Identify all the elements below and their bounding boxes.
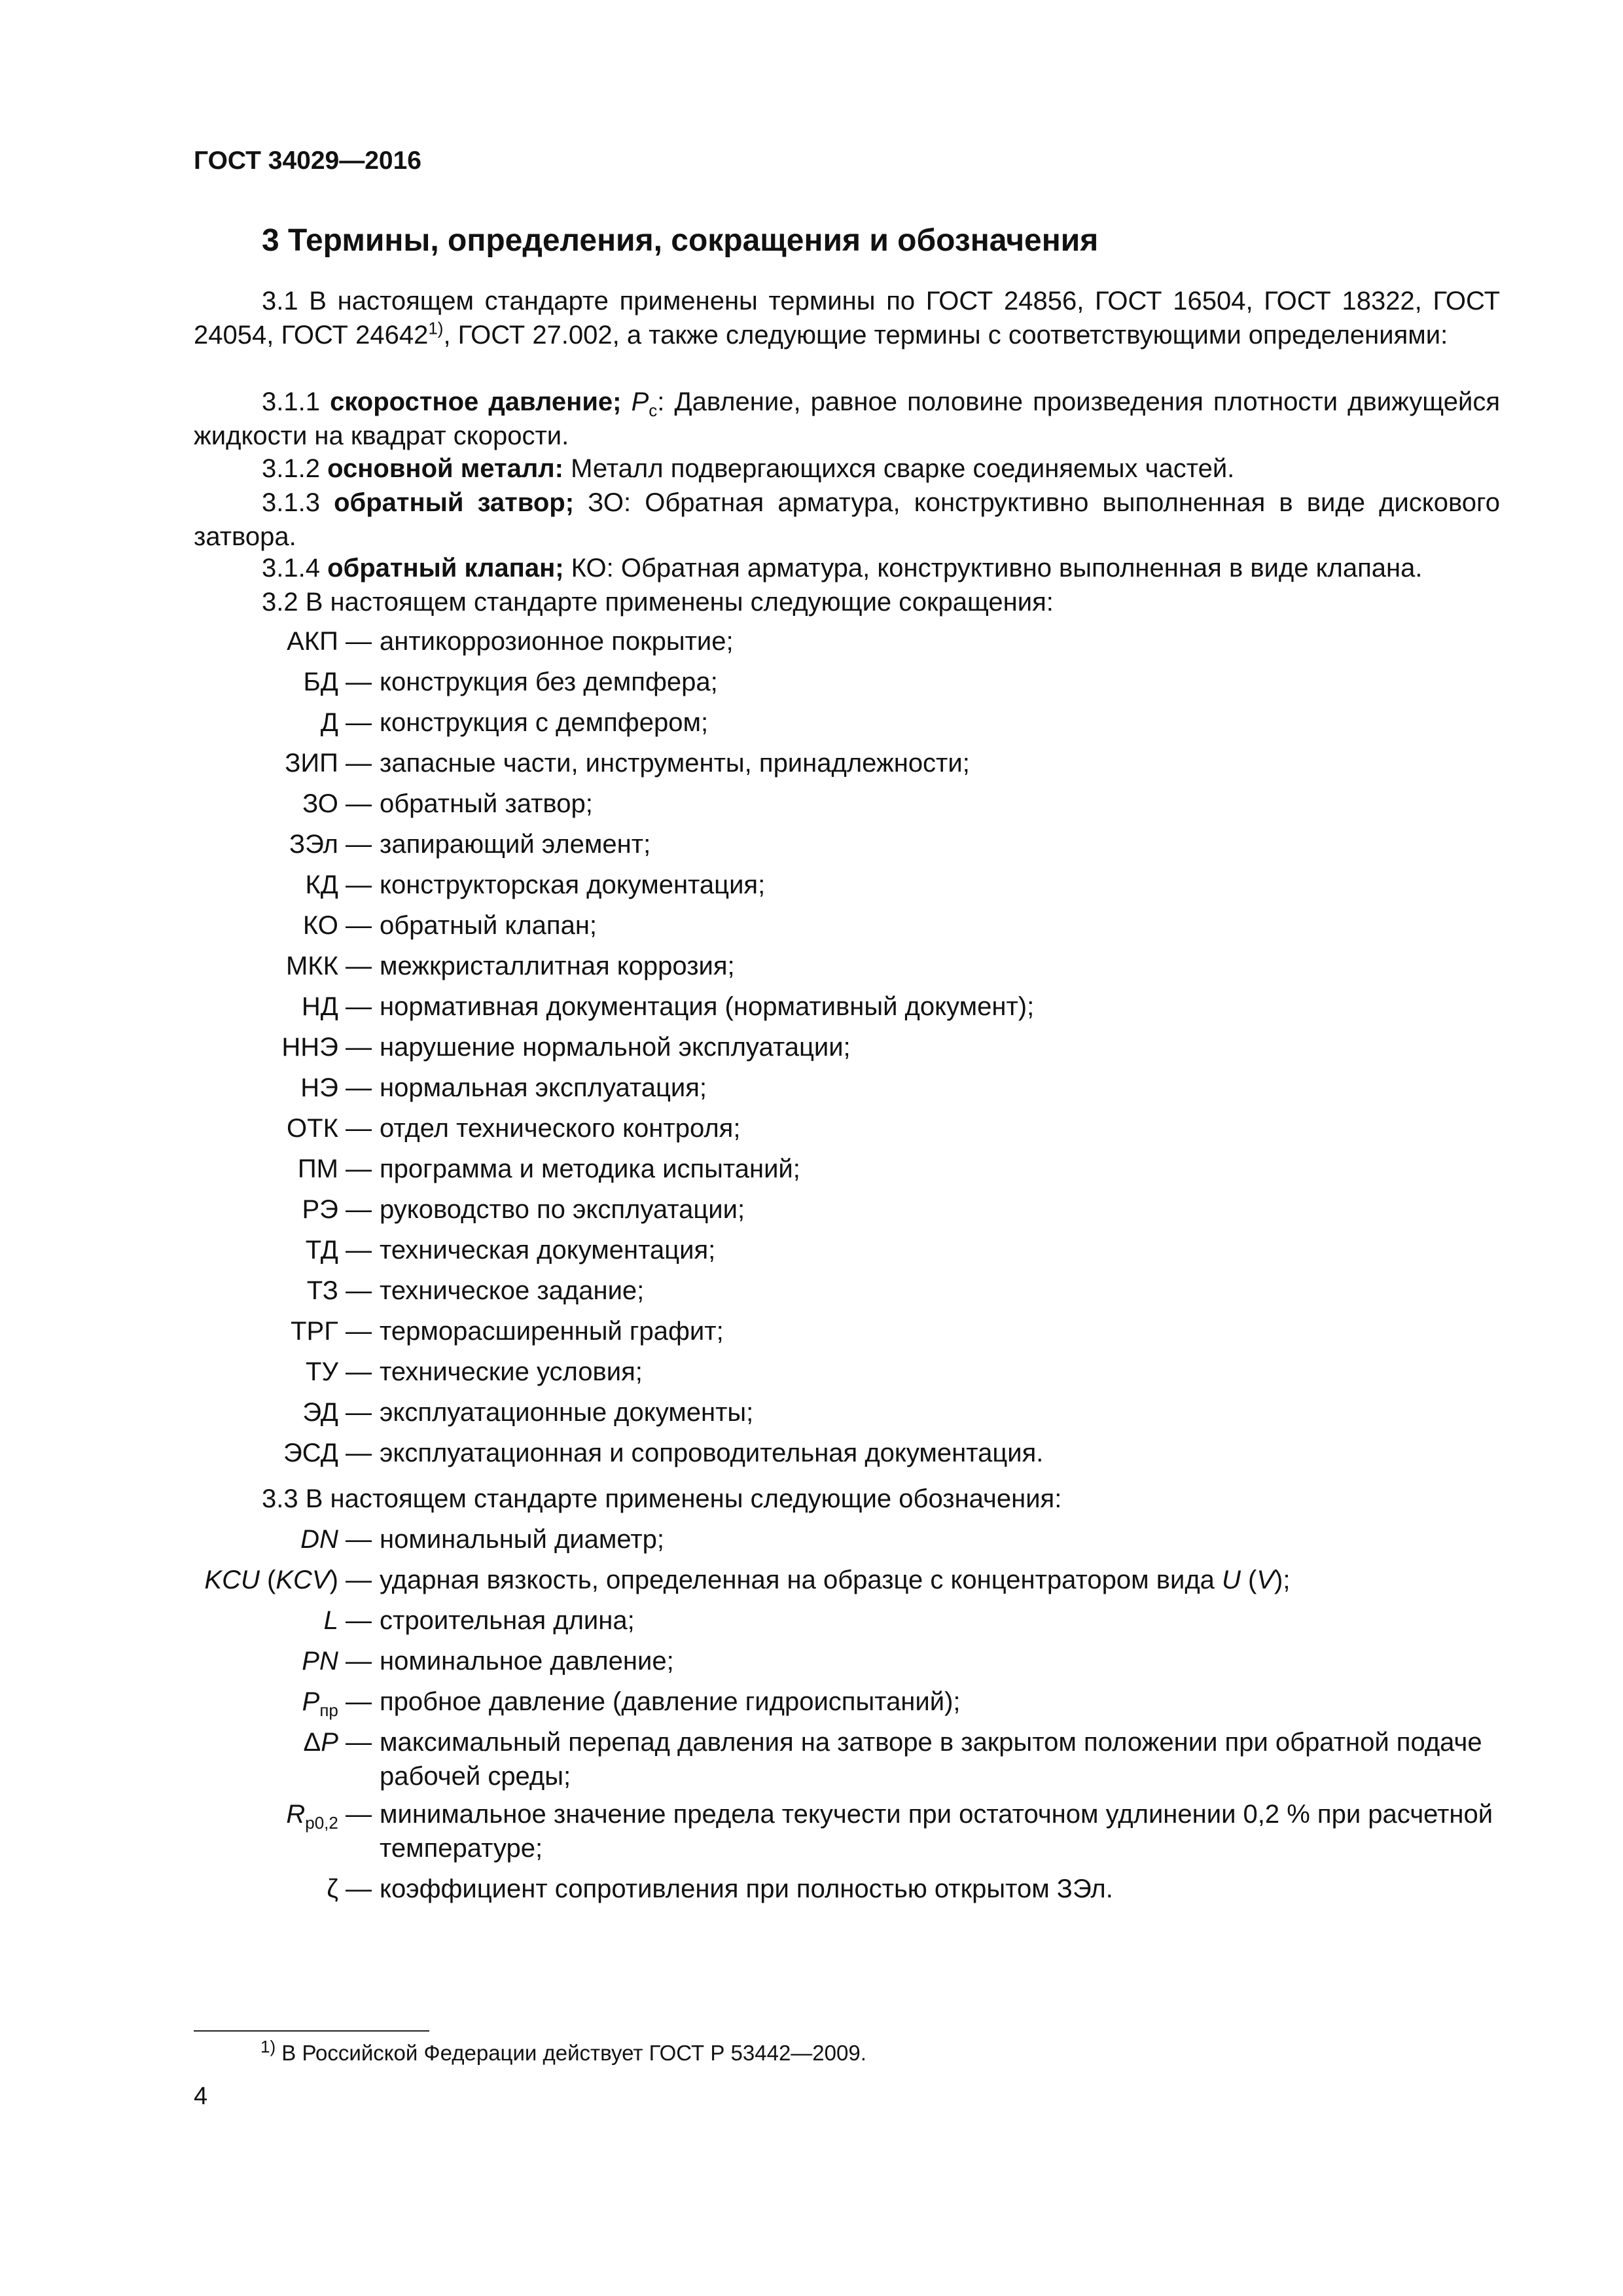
symbol-subscript: пр: [319, 1700, 338, 1720]
symbol-value-text: ударная вязкость, определенная на образце с концентратором вида: [380, 1566, 1222, 1594]
abbreviation-key: КО —: [302, 911, 372, 940]
symbol-key: [324, 1604, 372, 1638]
abbreviation-key: КД —: [305, 870, 372, 899]
term-number: 3.1.3: [262, 488, 334, 517]
term-name: обратный затвор;: [334, 488, 575, 517]
abbreviation-value: программа и методика испытаний;: [380, 1155, 800, 1183]
abbreviation-value: конструкция с демпфером;: [380, 708, 709, 737]
symbol-key: [302, 1685, 372, 1719]
abbreviation-value: отдел технического контроля;: [380, 1114, 741, 1143]
symbol: U: [1222, 1566, 1241, 1594]
term-number: 3.1.2: [262, 454, 328, 483]
term-symbol: P: [631, 387, 649, 416]
symbol-value: строительная длина;: [380, 1606, 635, 1635]
abbreviation-key: ТРГ —: [291, 1317, 372, 1346]
symbol-value: максимальный перепад давления на затворе в закрытом положении при обратной подаче рабочей среды;: [380, 1728, 1482, 1791]
paragraph-3-3: 3.3 В настоящем стандарте применены следующие обозначения:: [262, 1484, 1062, 1513]
abbreviation-value: эксплуатационная и сопроводительная документация.: [380, 1439, 1044, 1467]
abbreviation-value: нормативная документация (нормативный документ);: [380, 992, 1035, 1021]
abbreviation-key: МКК —: [285, 952, 372, 980]
paren: (: [259, 1566, 276, 1594]
symbol-value: коэффициент сопротивления при полностью открытом ЗЭл.: [380, 1874, 1113, 1903]
document-header: ГОСТ 34029—2016: [194, 147, 421, 175]
delta: Δ: [303, 1728, 321, 1757]
symbol: KCV: [276, 1566, 330, 1594]
dash: —: [338, 1800, 372, 1829]
symbol-key: ζ —: [327, 1874, 372, 1903]
symbol-value-text: );: [1274, 1566, 1291, 1594]
abbreviation-key: ПМ —: [297, 1155, 372, 1183]
abbreviation-key: ТЗ —: [306, 1276, 372, 1305]
symbol-key: [204, 1563, 372, 1597]
symbol: V: [1257, 1566, 1275, 1594]
symbol-value: минимальное значение предела текучести при остаточном удлинении 0,2 % при расчетной температуре;: [380, 1800, 1493, 1863]
footnote-text: В Российской Федерации действует ГОСТ Р 53442—2009.: [276, 2041, 866, 2065]
abbreviation-key: ЭСД —: [283, 1439, 372, 1467]
abbreviation-value: обратный затвор;: [380, 789, 593, 818]
term-definition: ЗО: Обратная арматура, конструктивно выполненная в виде дискового затвора.: [194, 488, 1501, 551]
symbol-value: номинальный диаметр;: [380, 1525, 665, 1554]
abbreviation-value: техническая документация;: [380, 1236, 716, 1265]
term-3-1-3: [194, 486, 1500, 554]
paragraph-3-1-text-b: , ГОСТ 27.002, а также следующие термины с соответствующими определениями:: [443, 321, 1448, 350]
paragraph-3-1-text-a: 3.1 В настоящем стандарте применены термины по ГОСТ 24856, ГОСТ 16504, ГОСТ 18322, ГОСТ 24054, ГОСТ 24642: [194, 287, 1500, 350]
term-definition: : Давление, равное половине произведения плотности движущейся жидкости на квадрат скорости.: [194, 387, 1501, 450]
term-definition: Металл подвергающихся сварке соединяемых частей.: [563, 454, 1235, 483]
term-number: 3.1.1: [262, 387, 330, 416]
term-number: 3.1.4: [262, 554, 328, 583]
symbol-value: номинальное давление;: [380, 1647, 674, 1676]
abbreviation-key: ННЭ —: [281, 1033, 372, 1062]
term-3-1-2: [194, 452, 1500, 486]
term-name: основной металл:: [327, 454, 563, 483]
abbreviation-value: запасные части, инструменты, принадлежности;: [380, 749, 970, 778]
abbreviation-key: ЗИП —: [285, 749, 372, 778]
abbreviation-value: нарушение нормальной эксплуатации;: [380, 1033, 851, 1062]
symbol: DN: [300, 1525, 338, 1554]
term-symbol-subscript: с: [649, 401, 658, 420]
abbreviation-value: эксплуатационные документы;: [380, 1398, 754, 1427]
dash: ) —: [329, 1566, 372, 1594]
term-definition: КО: Обратная арматура, конструктивно выполненная в виде клапана.: [563, 554, 1423, 583]
symbol-value: [380, 1563, 1500, 1597]
abbreviation-key: БД —: [303, 668, 372, 696]
dash: —: [338, 1525, 372, 1554]
abbreviation-key: НД —: [301, 992, 372, 1021]
abbreviation-value: антикоррозионное покрытие;: [380, 627, 734, 656]
symbol-subscript: p0,2: [305, 1813, 338, 1833]
dash: —: [338, 1728, 372, 1757]
symbol-key: [302, 1644, 372, 1678]
dash: —: [338, 1647, 372, 1676]
page-number: 4: [194, 2083, 208, 2110]
abbreviation-key: Д —: [320, 708, 372, 737]
footnote-divider: [194, 2030, 429, 2032]
symbol: L: [323, 1606, 338, 1635]
abbreviation-value: конструкторская документация;: [380, 870, 766, 899]
symbol-value: пробное давление (давление гидроиспытаний);: [380, 1687, 961, 1716]
symbol: P: [321, 1728, 338, 1757]
symbol: KCU: [204, 1566, 260, 1594]
footnote-mark: 1): [260, 2037, 276, 2056]
footnote-reference: 1): [428, 318, 444, 338]
abbreviation-key: ТУ —: [306, 1357, 372, 1386]
paragraph-3-2: 3.2 В настоящем стандарте применены следующие сокращения:: [262, 588, 1054, 617]
term-name: скоростное давление;: [330, 387, 622, 416]
symbol: R: [286, 1800, 306, 1829]
dash: —: [338, 1606, 372, 1635]
abbreviation-value: конструкция без демпфера;: [380, 668, 718, 696]
abbreviation-value: нормальная эксплуатация;: [380, 1073, 707, 1102]
section-title: 3 Термины, определения, сокращения и обозначения: [262, 223, 1099, 258]
footnote: [260, 2037, 866, 2066]
dash: —: [338, 1687, 372, 1716]
symbol: P: [302, 1687, 320, 1716]
abbreviation-key: АКП —: [287, 627, 372, 656]
abbreviation-value: техническое задание;: [380, 1276, 645, 1305]
abbreviation-key: ТД —: [305, 1236, 372, 1265]
abbreviation-value: обратный клапан;: [380, 911, 597, 940]
symbol-key: [286, 1797, 372, 1831]
abbreviation-key: РЭ —: [302, 1195, 372, 1224]
abbreviation-value: технические условия;: [380, 1357, 643, 1386]
abbreviation-value: запирающий элемент;: [380, 830, 651, 859]
term-3-1-4: [194, 551, 1500, 585]
abbreviation-key: ЗО —: [302, 789, 372, 818]
symbol-key: [303, 1725, 372, 1759]
abbreviation-key: НЭ —: [300, 1073, 372, 1102]
symbol-value-text: (: [1240, 1566, 1257, 1594]
abbreviation-key: ЗЭл —: [289, 830, 372, 859]
abbreviation-value: руководство по эксплуатации;: [380, 1195, 745, 1224]
abbreviation-key: ОТК —: [287, 1114, 372, 1143]
abbreviation-value: терморасширенный графит;: [380, 1317, 724, 1346]
paragraph-3-1: [194, 284, 1500, 352]
term-name: обратный клапан;: [327, 554, 564, 583]
abbreviation-key: ЭД —: [302, 1398, 372, 1427]
symbol: PN: [302, 1647, 338, 1676]
symbol-key: [300, 1522, 372, 1556]
term-3-1-1: [194, 385, 1500, 453]
abbreviation-value: межкристаллитная коррозия;: [380, 952, 735, 980]
